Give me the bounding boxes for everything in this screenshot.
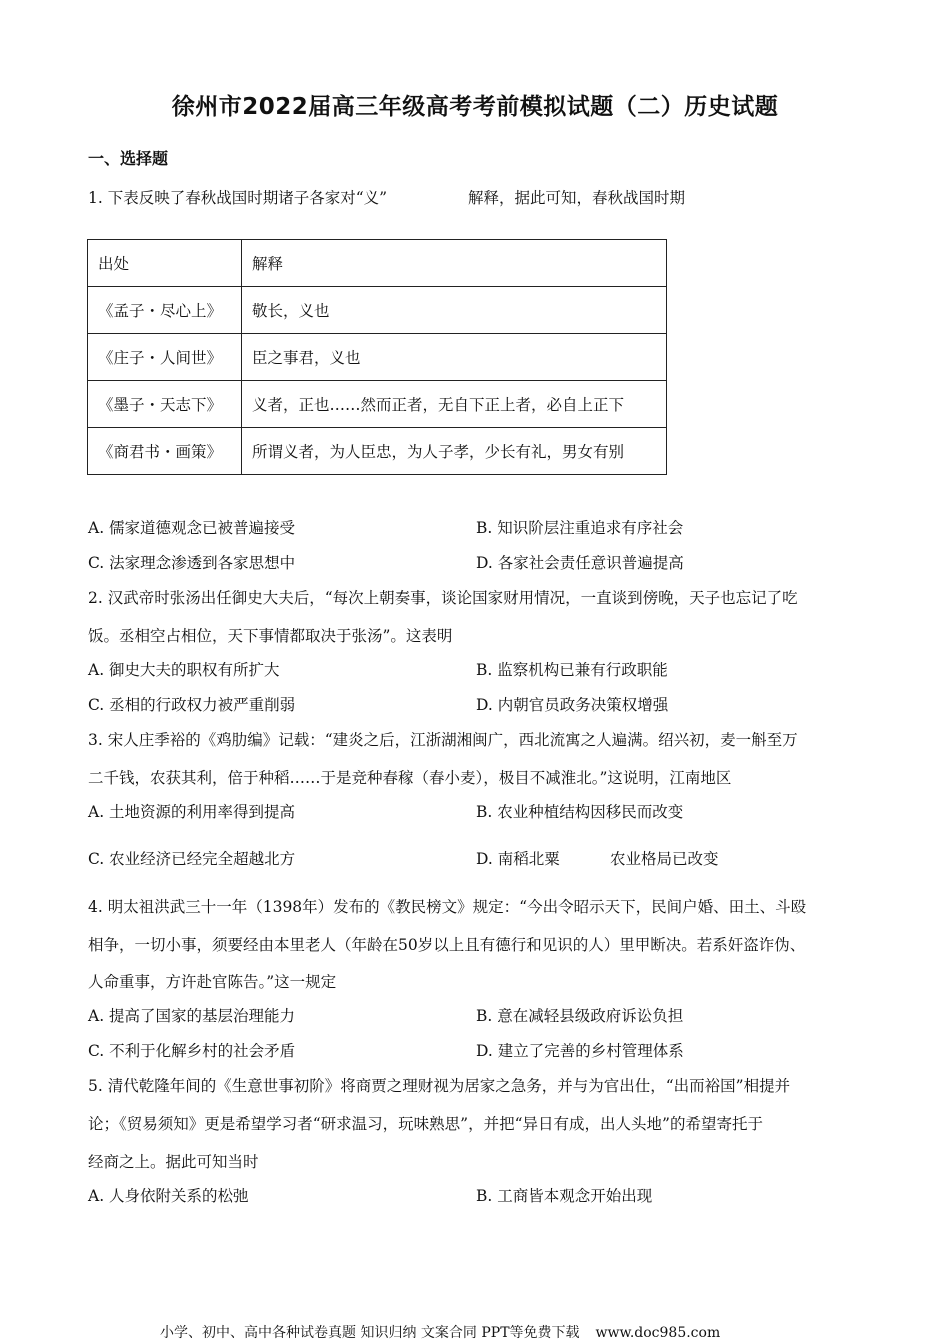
q4-stem-line2: 相争，一切小事，须要经由本里老人（年龄在50岁以上且有德行和见识的人）里甲断决。若系奸盗诈伪、	[88, 936, 806, 954]
q5-stem-line2: 论；《贸易须知》更是希望学习者“研求温习，玩味熟思”，并把“异日有成，出人头地”的希望寄托于	[88, 1115, 763, 1133]
q1-table	[87, 239, 667, 475]
q1-stem-part2: 解释，据此可知，春秋战国时期	[468, 189, 686, 207]
table-cell-explanation: 臣之事君，义也	[242, 334, 667, 381]
q4-stem-line3: 人命重事，方许赴官陈告。”这一规定	[88, 973, 337, 991]
footer	[160, 1322, 720, 1342]
section-heading: 一、选择题	[88, 149, 169, 168]
table-cell-explanation: 所谓义者，为人臣忠，为人子孝，少长有礼，男女有别	[242, 428, 667, 475]
q3-stem-line1: 3. 宋人庄季裕的《鸡肋编》记载：“建炎之后，江浙湖湘闽广，西北流寓之人遍满。绍兴初，麦一斛至万	[88, 731, 798, 749]
table-cell-source: 《墨子・天志下》	[88, 381, 242, 428]
q3-stem-line2: 二千钱，农获其利，倍于种稻……于是竞种春稼（春小麦），极目不减淮北。”这说明，江南地区	[88, 769, 732, 787]
q1-option-a: A. 儒家道德观念已被普遍接受	[88, 519, 296, 537]
q2-option-c: C. 丞相的行政权力被严重削弱	[88, 696, 296, 714]
table-row	[88, 287, 667, 334]
q5-stem-line1: 5. 清代乾隆年间的《生意世事初阶》将商贾之理财视为居家之急务，并与为官出仕，“出而裕国”相提并	[88, 1077, 791, 1095]
footer-text: 小学、初中、高中各种试卷真题 知识归纳 文案合同 PPT等免费下载	[160, 1325, 580, 1341]
q2-option-a: A. 御史大夫的职权有所扩大	[88, 661, 280, 679]
q1-option-b: B. 知识阶层注重追求有序社会	[476, 519, 684, 537]
table-cell-explanation: 敬长，义也	[242, 287, 667, 334]
q1-option-c: C. 法家理念渗透到各家思想中	[88, 554, 296, 572]
table-row	[88, 381, 667, 428]
q3-option-c: C. 农业经济已经完全超越北方	[88, 850, 296, 868]
table-cell-source: 《庄子・人间世》	[88, 334, 242, 381]
table-row	[88, 428, 667, 475]
q1-option-d: D. 各家社会责任意识普遍提高	[476, 554, 684, 572]
table-cell-source: 《商君书・画策》	[88, 428, 242, 475]
q5-stem-line3: 经商之上。据此可知当时	[88, 1153, 259, 1171]
table-cell-source: 《孟子・尽心上》	[88, 287, 242, 334]
q3-option-b: B. 农业种植结构因移民而改变	[476, 803, 684, 821]
table-header-source: 出处	[88, 240, 242, 287]
q2-stem-line1: 2. 汉武帝时张汤出任御史大夫后，“每次上朝奏事，谈论国家财用情况，一直谈到傍晚，天子也忘记了吃	[88, 589, 798, 607]
q3-option-d-part1: D. 南稻北粟	[476, 850, 560, 868]
q2-stem-line2: 饭。丞相空占相位，天下事情都取决于张汤”。这表明	[88, 627, 453, 645]
q5-option-a: A. 人身依附关系的松弛	[88, 1187, 249, 1205]
footer-url-link[interactable]: www.doc985.com	[595, 1325, 721, 1341]
page-title: 徐州市2022届高三年级高考考前模拟试题（二）历史试题	[171, 94, 779, 120]
q2-option-b: B. 监察机构已兼有行政职能	[476, 661, 668, 679]
table-header-row	[88, 240, 667, 287]
q4-option-c: C. 不利于化解乡村的社会矛盾	[88, 1042, 296, 1060]
q5-option-b: B. 工商皆本观念开始出现	[476, 1187, 653, 1205]
table-row	[88, 334, 667, 381]
q2-option-d: D. 内朝官员政务决策权增强	[476, 696, 669, 714]
q4-option-b: B. 意在减轻县级政府诉讼负担	[476, 1007, 684, 1025]
q4-option-d: D. 建立了完善的乡村管理体系	[476, 1042, 684, 1060]
table-header-explanation: 解释	[242, 240, 667, 287]
q3-option-d-part2: 农业格局已改变	[610, 850, 719, 868]
table-cell-explanation: 义者，正也……然而正者，无自下正上者，必自上正下	[242, 381, 667, 428]
q3-option-a: A. 土地资源的利用率得到提高	[88, 803, 296, 821]
q4-stem-line1: 4. 明太祖洪武三十一年（1398年）发布的《教民榜文》规定：“今出令昭示天下，民间户婚、田土、斗殴	[88, 898, 807, 916]
q4-option-a: A. 提高了国家的基层治理能力	[88, 1007, 296, 1025]
q1-stem-part1: 1. 下表反映了春秋战国时期诸子各家对“义”	[88, 189, 388, 207]
